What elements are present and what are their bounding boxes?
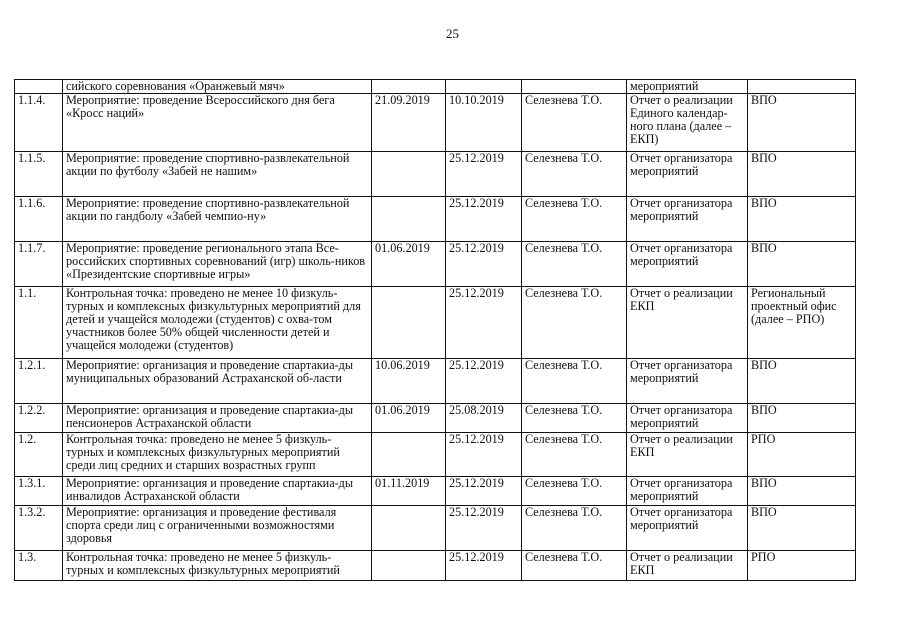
row-number: 1.2.1. bbox=[15, 359, 63, 404]
row-number: 1.1.5. bbox=[15, 152, 63, 197]
responsible-unit: ВПО bbox=[748, 94, 856, 152]
table-row bbox=[15, 506, 856, 551]
row-number: 1.1.6. bbox=[15, 197, 63, 242]
report-document: Отчет организатора мероприятий bbox=[627, 242, 748, 287]
end-date: 25.12.2019 bbox=[446, 359, 522, 404]
report-document: Отчет организатора мероприятий bbox=[627, 404, 748, 433]
end-date: 10.10.2019 bbox=[446, 94, 522, 152]
event-title: Контрольная точка: проведено не менее 5 физкуль-турных и комплексных физкультурных мероприятий среди лиц средних и старших возрастных групп bbox=[63, 433, 372, 477]
row-number: 1.1. bbox=[15, 287, 63, 359]
table-row bbox=[15, 433, 856, 477]
row-number: 1.3.1. bbox=[15, 477, 63, 506]
table-row bbox=[15, 152, 856, 197]
event-title: Мероприятие: проведение спортивно-развлекательной акции по гандболу «Забей чемпио-ну» bbox=[63, 197, 372, 242]
report-document: Отчет организатора мероприятий bbox=[627, 506, 748, 551]
responsible-person: Селезнева Т.О. bbox=[522, 287, 627, 359]
start-date: 01.06.2019 bbox=[372, 404, 446, 433]
end-date: 25.12.2019 bbox=[446, 287, 522, 359]
report-document: мероприятий bbox=[627, 80, 748, 94]
end-date: 25.12.2019 bbox=[446, 433, 522, 477]
event-title: Контрольная точка: проведено не менее 10 физкуль-турных и комплексных физкультурных мероприятий для детей и учащейся молодежи (студентов) с охва-том участников более 50% общей численности детей и учащейся молодежи (студентов) bbox=[63, 287, 372, 359]
responsible-unit: ВПО bbox=[748, 477, 856, 506]
event-title: Мероприятие: организация и проведение спартакиа-ды инвалидов Астраханской области bbox=[63, 477, 372, 506]
start-date: 01.06.2019 bbox=[372, 242, 446, 287]
start-date bbox=[372, 152, 446, 197]
row-number: 1.1.4. bbox=[15, 94, 63, 152]
responsible-person: Селезнева Т.О. bbox=[522, 359, 627, 404]
event-title: Мероприятие: организация и проведение спартакиа-ды пенсионеров Астраханской области bbox=[63, 404, 372, 433]
responsible-unit: ВПО bbox=[748, 359, 856, 404]
end-date: 25.08.2019 bbox=[446, 404, 522, 433]
table-row bbox=[15, 404, 856, 433]
plan-table bbox=[14, 79, 856, 581]
report-document: Отчет организатора мероприятий bbox=[627, 152, 748, 197]
responsible-person: Селезнева Т.О. bbox=[522, 404, 627, 433]
table-row bbox=[15, 242, 856, 287]
responsible-unit: ВПО bbox=[748, 152, 856, 197]
start-date bbox=[372, 80, 446, 94]
table-row bbox=[15, 551, 856, 581]
page-number: 25 bbox=[446, 26, 459, 41]
responsible-unit: ВПО bbox=[748, 404, 856, 433]
responsible-unit: ВПО bbox=[748, 506, 856, 551]
responsible-person: Селезнева Т.О. bbox=[522, 152, 627, 197]
start-date: 21.09.2019 bbox=[372, 94, 446, 152]
start-date bbox=[372, 197, 446, 242]
end-date: 25.12.2019 bbox=[446, 506, 522, 551]
report-document: Отчет о реализации ЕКП bbox=[627, 287, 748, 359]
table-row bbox=[15, 359, 856, 404]
start-date: 01.11.2019 bbox=[372, 477, 446, 506]
end-date: 25.12.2019 bbox=[446, 477, 522, 506]
row-number: 1.3. bbox=[15, 551, 63, 581]
event-title: сийского соревнования «Оранжевый мяч» bbox=[63, 80, 372, 94]
report-document: Отчет организатора мероприятий bbox=[627, 197, 748, 242]
report-document: Отчет о реализации Единого календар-ного плана (далее – ЕКП) bbox=[627, 94, 748, 152]
start-date: 10.06.2019 bbox=[372, 359, 446, 404]
responsible-unit: РПО bbox=[748, 433, 856, 477]
responsible-person: Селезнева Т.О. bbox=[522, 242, 627, 287]
plan-table-body bbox=[15, 80, 856, 581]
event-title: Мероприятие: организация и проведение фестиваля спорта среди лиц с ограниченными возможностями здоровья bbox=[63, 506, 372, 551]
table-row bbox=[15, 287, 856, 359]
responsible-unit: РПО bbox=[748, 551, 856, 581]
row-number: 1.3.2. bbox=[15, 506, 63, 551]
event-title: Мероприятие: проведение Всероссийского дня бега «Кросс наций» bbox=[63, 94, 372, 152]
table-row bbox=[15, 197, 856, 242]
report-document: Отчет организатора мероприятий bbox=[627, 477, 748, 506]
table-row bbox=[15, 477, 856, 506]
start-date bbox=[372, 506, 446, 551]
responsible-unit: ВПО bbox=[748, 197, 856, 242]
responsible-person: Селезнева Т.О. bbox=[522, 477, 627, 506]
end-date: 25.12.2019 bbox=[446, 551, 522, 581]
end-date: 25.12.2019 bbox=[446, 242, 522, 287]
event-title: Мероприятие: проведение регионального этапа Все-российских спортивных соревнований (игр) школь-ников «Президентские спортивные игры» bbox=[63, 242, 372, 287]
start-date bbox=[372, 433, 446, 477]
event-title: Контрольная точка: проведено не менее 5 физкуль-турных и комплексных физкультурных мероприятий bbox=[63, 551, 372, 581]
row-number: 1.2. bbox=[15, 433, 63, 477]
responsible-person: Селезнева Т.О. bbox=[522, 197, 627, 242]
responsible-person: Селезнева Т.О. bbox=[522, 551, 627, 581]
row-number: 1.1.7. bbox=[15, 242, 63, 287]
report-document: Отчет о реализации ЕКП bbox=[627, 551, 748, 581]
report-document: Отчет о реализации ЕКП bbox=[627, 433, 748, 477]
responsible-unit bbox=[748, 80, 856, 94]
start-date bbox=[372, 287, 446, 359]
responsible-unit: Региональный проектный офис (далее – РПО) bbox=[748, 287, 856, 359]
row-number: 1.2.2. bbox=[15, 404, 63, 433]
row-number bbox=[15, 80, 63, 94]
report-document: Отчет организатора мероприятий bbox=[627, 359, 748, 404]
responsible-person bbox=[522, 80, 627, 94]
end-date bbox=[446, 80, 522, 94]
end-date: 25.12.2019 bbox=[446, 197, 522, 242]
table-row bbox=[15, 80, 856, 94]
responsible-unit: ВПО bbox=[748, 242, 856, 287]
event-title: Мероприятие: организация и проведение спартакиа-ды муниципальных образований Астраханской об-ласти bbox=[63, 359, 372, 404]
event-title: Мероприятие: проведение спортивно-развлекательной акции по футболу «Забей не нашим» bbox=[63, 152, 372, 197]
responsible-person: Селезнева Т.О. bbox=[522, 433, 627, 477]
table-row bbox=[15, 94, 856, 152]
start-date bbox=[372, 551, 446, 581]
responsible-person: Селезнева Т.О. bbox=[522, 94, 627, 152]
end-date: 25.12.2019 bbox=[446, 152, 522, 197]
responsible-person: Селезнева Т.О. bbox=[522, 506, 627, 551]
